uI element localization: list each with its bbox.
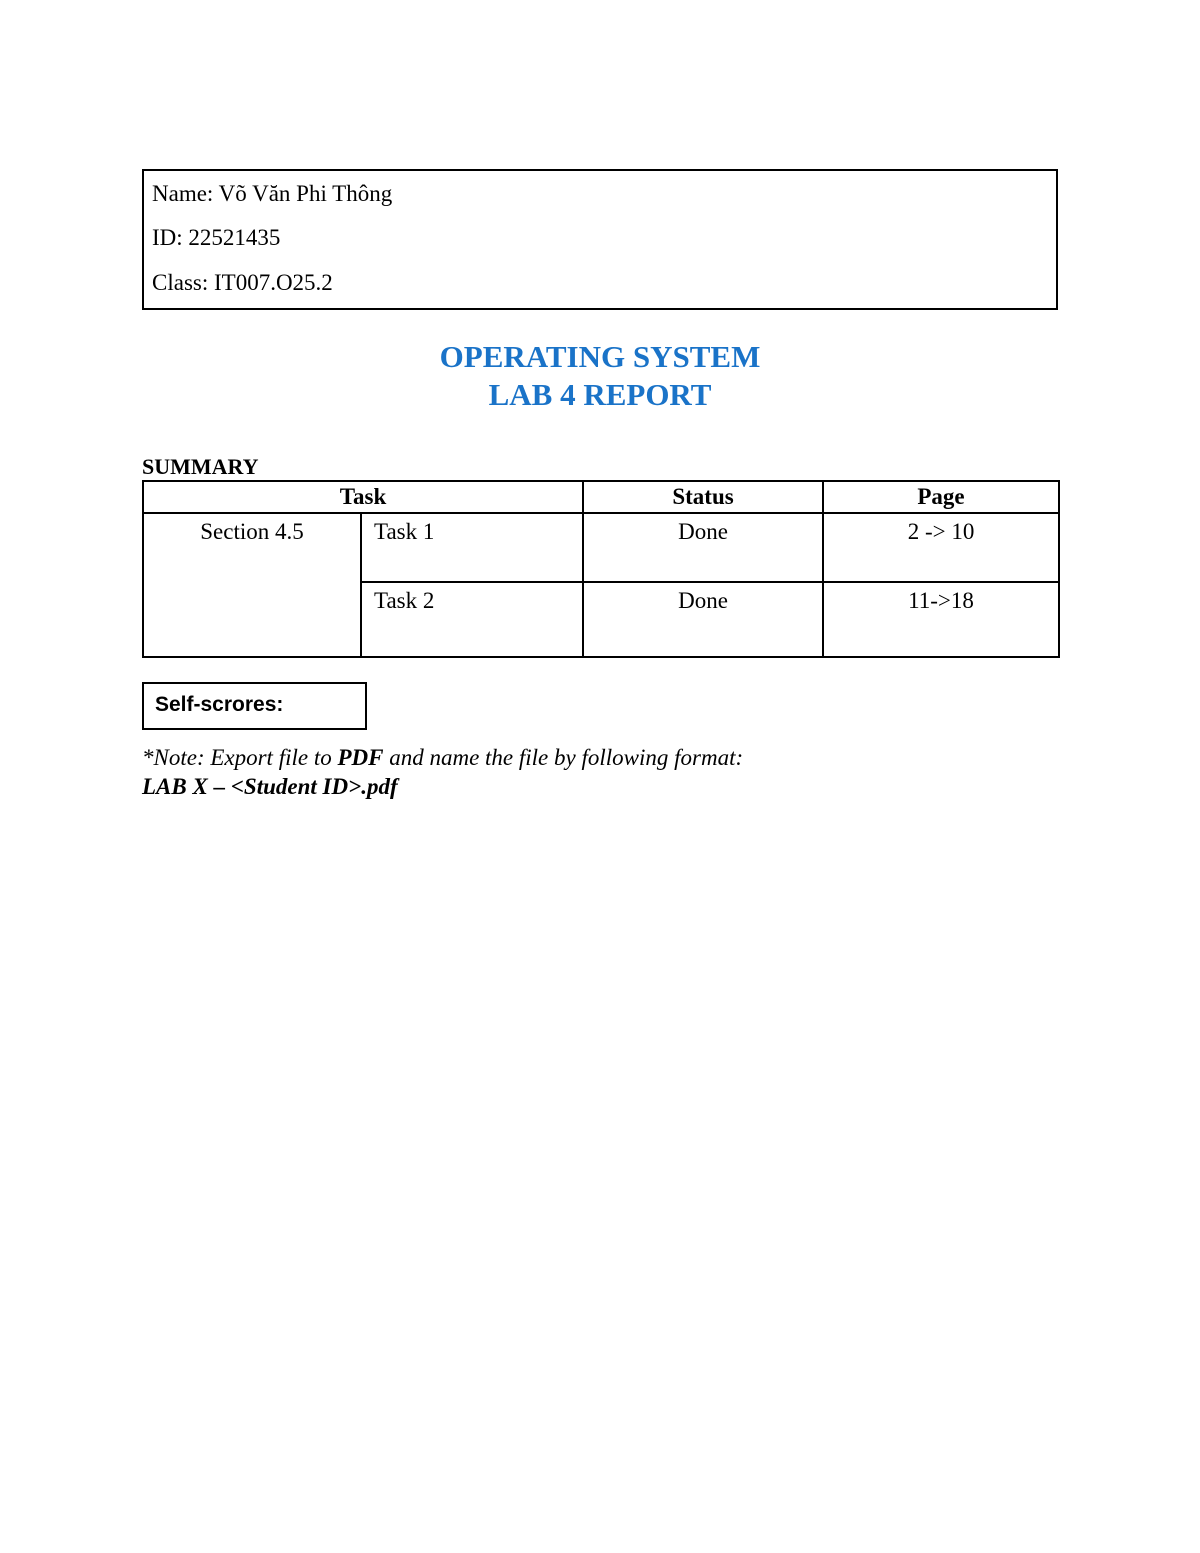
summary-table [142,480,1060,658]
note-suffix: and name the file by following format: [383,745,744,770]
table-header-row [143,481,1059,513]
filename-format: LAB X – <Student ID>.pdf [142,774,398,799]
document-title: OPERATING SYSTEM [439,339,761,374]
status-cell: Done [583,582,823,657]
student-class: Class: IT007.O25.2 [152,270,333,295]
header-page: Page [823,481,1059,513]
self-scores-box [142,682,367,730]
export-note [142,744,743,772]
student-info-box [142,169,1058,310]
header-status: Status [583,481,823,513]
note-emphasis: PDF [337,745,384,770]
student-name: Name: Võ Văn Phi Thông [152,181,393,206]
page-cell: 2 -> 10 [823,513,1059,582]
student-id: ID: 22521435 [152,225,281,250]
status-cell: Done [583,513,823,582]
section-cell: Section 4.5 [143,513,361,657]
task-cell: Task 2 [361,582,583,657]
header-task: Task [143,481,583,513]
self-scores-label: Self-scrores: [155,693,284,716]
summary-heading: SUMMARY [142,454,259,479]
note-prefix: *Note: Export file to [142,745,338,770]
table-row [143,513,1059,582]
page-cell: 11->18 [823,582,1059,657]
task-cell: Task 1 [361,513,583,582]
document-subtitle: LAB 4 REPORT [488,377,712,412]
